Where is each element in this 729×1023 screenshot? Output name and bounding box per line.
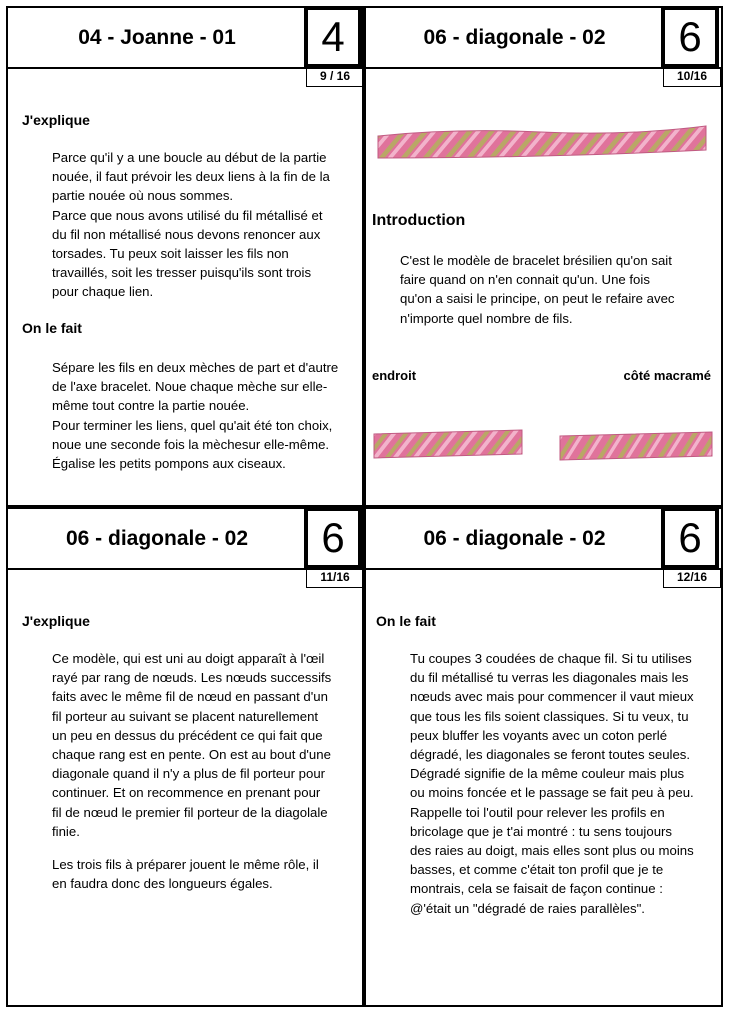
text-line: C'est le modèle de bracelet brésilien qu'on sait [400,253,672,268]
paragraph [52,855,319,893]
page-number: 12/16 [663,568,721,588]
label-endroit: endroit [372,368,417,383]
text-line: Ce modèle, qui est uni au doigt apparaît à l'œil [52,651,325,666]
text-line: en faudra donc des longueurs égales. [52,876,273,892]
text-line: diagonale quand il n'y a plus de fil porteur pour [52,766,326,782]
paragraph [52,649,331,841]
card-title: 04 - Joanne - 01 [78,26,236,49]
text-line: basses, et comme c'était ton profil que je te [410,862,664,878]
text-line: torsades. Tu peux soit laisser les fils non [52,246,289,262]
card-1 [6,6,364,507]
text-line: même tout contre la partie nouée. [52,398,250,414]
card-number: 4 [304,6,362,68]
card-number: 6 [304,507,362,569]
card-title: 06 - diagonale - 02 [65,527,249,550]
section-heading: Introduction [372,212,466,229]
section-heading: J'explique [22,613,90,629]
text-line: montrais, cela se faisait de façon continue : [410,881,663,897]
card-3 [6,507,364,1007]
card-number: 6 [661,507,719,569]
text-line: Pour terminer les liens, quel qu'ait été ton choix, [52,417,333,433]
text-line: que tous les fils soient classiques. Si tu veux, tu [410,708,689,724]
card-header [8,509,362,570]
text-line: rayé par rang de nœuds. Les nœuds successifs [52,670,332,686]
text-line: @'était un "dégradé de raies parallèles". [410,900,645,916]
card-header [366,509,721,570]
text-line: Les trois fils à préparer jouent le même rôle, il [52,857,319,872]
text-line: ou moins foncée et le passage se fait peu à peu. [410,785,694,801]
text-line: du fil non métallisé nous devons renoncer aux [52,226,321,242]
page-number: 11/16 [306,568,364,588]
text-line: Tu coupes 3 coudées de chaque fil. Si tu utilises [410,651,692,666]
text-line: pour chaque lien. [52,284,154,300]
text-line: des raies au doigt, mais elles sont plus ou moins [410,843,694,859]
text-line: du fil métallisé tu verras les diagonales mais les [410,670,689,686]
text-line: Rappelle toi l'outil pour relever les profils en [410,804,665,820]
text-line: fil de nœud le premier fil porteur de la diagolale [52,804,328,820]
paragraph [400,251,675,328]
text-line: nœuds avec mais pour commencer il vaut mieux [410,689,694,705]
text-line: continuer. Et on recommence en prenant pour [52,785,321,801]
text-line: chaque rang est en pente. On est au bout d'une [52,747,331,763]
text-line: noue une seconde fois la mèchesur elle-même. [52,436,330,452]
page-number: 9 / 16 [306,67,364,87]
text-line: faire quand on n'en connait qu'un. Une fois [400,272,650,288]
text-line: bricolage que je t'ai montré : tu sens toujours [410,823,673,839]
text-line: Égalise les petits pompons aux ciseaux. [52,456,286,472]
text-line: Sépare les fils en deux mèches de part et d'autre [52,360,339,375]
card-title: 06 - diagonale - 02 [423,527,606,550]
bracelet-image-endroit [372,420,524,472]
section-heading: On le fait [22,320,82,336]
page-number: 10/16 [663,67,721,87]
text-line: partie nouée où nous sommes. [52,188,234,204]
bracelet-image-top [376,106,708,168]
text-line: faits avec le même fil de nœud en passant d'un [52,689,328,705]
paragraph [52,148,330,302]
text-line: Parce qu'il y a une boucle au début de la partie [52,150,327,165]
text-line: fil porteur au suivant se placent naturellement [52,708,319,724]
text-line: n'importe quel nombre de fils. [400,310,573,326]
card-4 [364,507,723,1007]
text-line: un peu en dessus du précédent ce qui fait que [52,727,323,743]
section-heading: On le fait [376,613,436,629]
bracelet-image-macrame [558,420,714,472]
label-cote-macrame: côté macramé [623,368,711,383]
card-header [366,8,721,69]
text-line: peux bluffer les voyants avec un coton perlé [410,727,668,743]
card-title: 06 - diagonale - 02 [423,26,606,49]
text-line: de l'axe bracelet. Noue chaque mèche sur elle- [52,379,328,395]
text-line: finie. [52,823,80,839]
text-line: Dégradé signifie de la même couleur mais plus [410,766,685,782]
card-2 [364,6,723,507]
section-heading: J'explique [22,112,90,128]
card-number: 6 [661,6,719,68]
text-line: nouée, il faut prévoir les deux liens à la fin de la [52,169,330,185]
paragraph [52,358,338,473]
text-line: Parce que nous avons utilisé du fil métallisé et [52,207,323,223]
card-header [8,8,362,69]
text-line: qu'on a saisi le principe, on peut le refaire avec [400,291,675,307]
paragraph [410,649,694,918]
text-line: travaillés, soit les tresser puisqu'ils sont trois [52,265,312,281]
text-line: dégradé, les diagonales se feront toutes seules. [410,747,691,763]
